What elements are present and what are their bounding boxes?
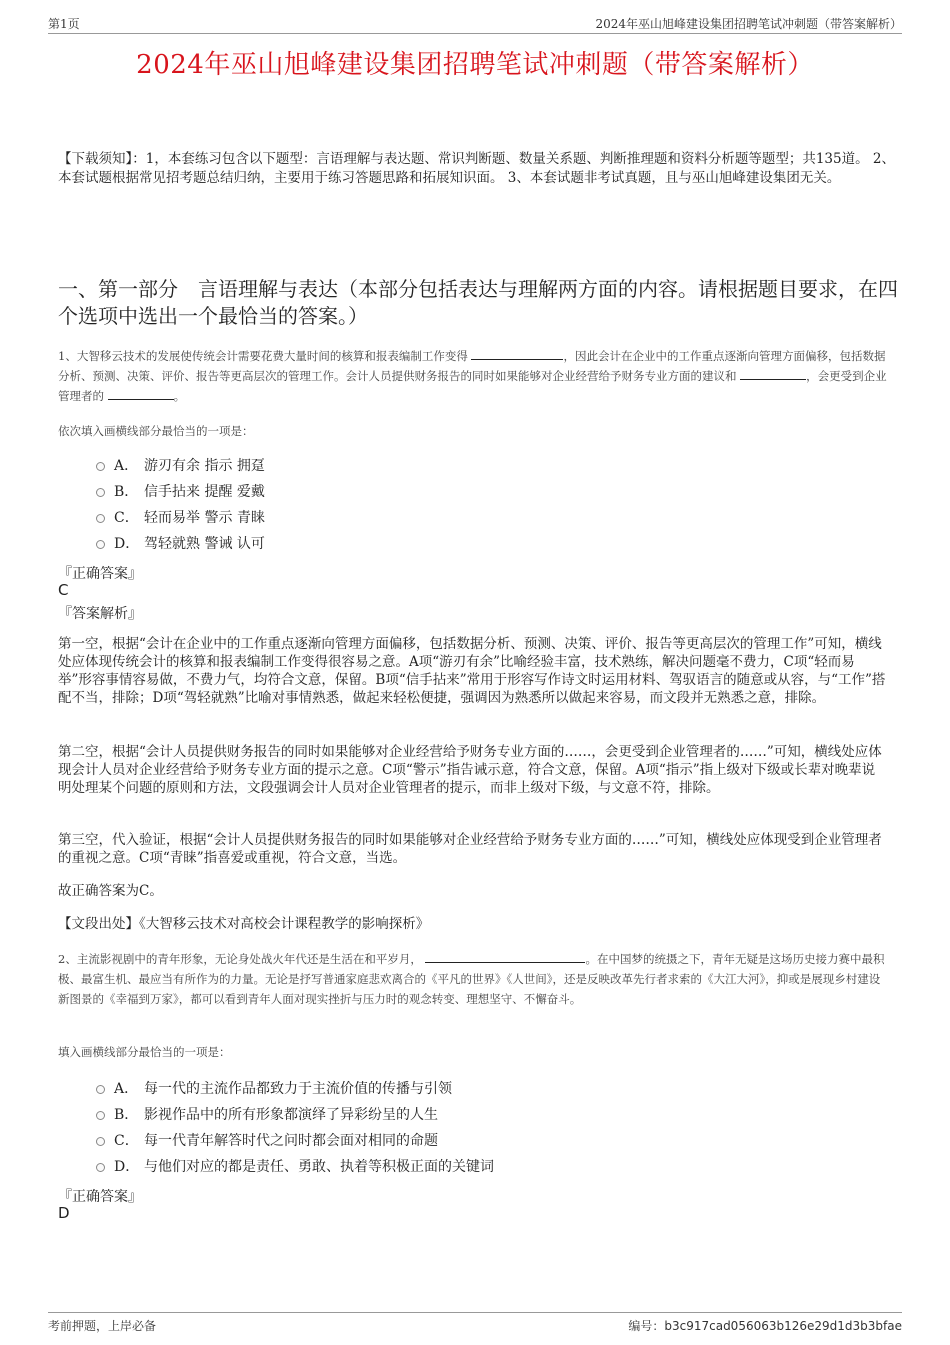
q1-text-part-4: 。 bbox=[173, 389, 186, 403]
radio-icon[interactable] bbox=[96, 488, 105, 497]
q2-answer: D bbox=[58, 1204, 70, 1222]
q2-answer-label: 『正确答案』 bbox=[58, 1189, 142, 1205]
q1-option-d[interactable]: D． 驾轻就熟 警诫 认可 bbox=[96, 531, 265, 557]
document-title: 2024年巫山旭峰建设集团招聘笔试冲刺题（带答案解析） bbox=[136, 50, 814, 80]
q1-prompt: 依次填入画横线部分最恰当的一项是： bbox=[58, 424, 254, 438]
q2-option-d[interactable]: D． 与他们对应的都是责任、勇敢、执着等积极正面的关键词 bbox=[96, 1154, 494, 1180]
q2-text-part-2: 。在中国梦的统摄之下，青年无疑是这场历史接力赛中最积极、最富生机、最应当有所作为的力量。无论是抒写普通家庭悲欢离合的《平凡的世界》《人世间》，还是反映改革先行者求索的《大江大河》，抑或是展现乡村建设新图景的《幸福到万家》，都可以看到青年人面对现实挫折与压力时的观念转变、理想坚守、不懈奋斗。 bbox=[58, 952, 885, 1006]
q1-analysis-1: 第一空，根据“会计在企业中的工作重点逐渐向管理方面偏移，包括数据分析、预测、决策、评价、报告等更高层次的管理工作”可知，横线处应体现传统会计的核算和报表编制工作变得很容易之意。A项“游刃有余”比喻经验丰富，技术熟练，解决问题毫不费力，C项“轻而易举”形容事情容易做，不费力气，均符合文意，保留。B项“信手拈来”常用于形容写作诗文时运用材料、驾驭语言的随意或从容，与“工作”搭配不当，排除；D项“驾轻就熟”比喻对事情熟悉，做起来轻松便捷，强调因为熟悉所以做起来容易，而文段并无熟悉之意，排除。 bbox=[58, 636, 886, 706]
page-footer bbox=[48, 1312, 902, 1335]
page-number: 第1页 bbox=[48, 17, 80, 31]
radio-icon[interactable] bbox=[96, 1085, 105, 1094]
q1-answer: C bbox=[58, 581, 69, 599]
q2-blank bbox=[425, 950, 585, 963]
q1-analysis-4: 故正确答案为C。 bbox=[58, 883, 163, 899]
radio-icon[interactable] bbox=[96, 1137, 105, 1146]
q2-option-a[interactable]: A． 每一代的主流作品都致力于主流价值的传播与引领 bbox=[96, 1076, 494, 1102]
header-doc-title: 2024年巫山旭峰建设集团招聘笔试冲刺题（带答案解析） bbox=[595, 17, 902, 31]
footer-slogan: 考前押题，上岸必备 bbox=[48, 1319, 157, 1333]
q1-blank-2 bbox=[740, 367, 806, 380]
q1-blank-1 bbox=[471, 347, 563, 360]
radio-icon[interactable] bbox=[96, 1163, 105, 1172]
download-notice: 【下载须知】：1，本套练习包含以下题型：言语理解与表达题、常识判断题、数量关系题、判断推理题和资料分析题等题型；共135道。 2、本套试题根据常见招考题总结归纳，主要用于练习答题思路和拓展知识面。 3、本套试题非考试真题，且与巫山旭峰建设集团无关。 bbox=[58, 151, 895, 186]
question-1-stem bbox=[58, 346, 888, 406]
q2-option-c[interactable]: C． 每一代青年解答时代之问时都会面对相同的命题 bbox=[96, 1128, 494, 1154]
q1-options bbox=[96, 453, 265, 557]
q2-options bbox=[96, 1076, 494, 1180]
footer-code: b3c917cad056063b126e29d1d3b3bfae bbox=[664, 1319, 902, 1333]
q1-blank-3 bbox=[108, 387, 174, 400]
q1-answer-label: 『正确答案』 bbox=[58, 566, 142, 582]
radio-icon[interactable] bbox=[96, 540, 105, 549]
question-2-stem bbox=[58, 949, 888, 1009]
footer-code-label: 编号： bbox=[628, 1319, 665, 1333]
q1-option-a[interactable]: A． 游刃有余 指示 拥趸 bbox=[96, 453, 265, 479]
radio-icon[interactable] bbox=[96, 514, 105, 523]
q2-prompt: 填入画横线部分最恰当的一项是： bbox=[58, 1045, 231, 1059]
q1-option-b[interactable]: B． 信手拈来 提醒 爱戴 bbox=[96, 479, 265, 505]
page-header bbox=[48, 13, 902, 34]
q1-text-part-2: ，因此会计在企业中的工作重点逐渐向管理方面偏移，包括数据分析、预测、决策、评价、报告等更高层次的管理工作。会计人员提供财务报告的同时如果能够对企业经营给予财务专业方面的建议和 bbox=[58, 349, 886, 383]
radio-icon[interactable] bbox=[96, 462, 105, 471]
q2-text-part-1: 2、主流影视剧中的青年形象，无论身处战火年代还是生活在和平岁月， bbox=[58, 952, 422, 966]
q2-option-b[interactable]: B． 影视作品中的所有形象都演绎了异彩纷呈的人生 bbox=[96, 1102, 494, 1128]
q1-analysis-label: 『答案解析』 bbox=[58, 606, 142, 622]
q1-analysis-3: 第三空，代入验证，根据“会计人员提供财务报告的同时如果能够对企业经营给予财务专业方面的……”可知，横线处应体现受到企业管理者的重视之意。C项“青睐”指喜爱或重视，符合文意，当选。 bbox=[58, 832, 882, 866]
q1-analysis-2: 第二空，根据“会计人员提供财务报告的同时如果能够对企业经营给予财务专业方面的……，会更受到企业管理者的……”可知，横线处应体现会计人员对企业经营给予财务专业方面的提示之意。C项“警示”指告诫示意，符合文意，保留。A项“指示”指上级对下级或长辈对晚辈说明处理某个问题的原则和方法，文段强调会计人员对企业管理者的提示，而非上级对下级，与文意不符，排除。 bbox=[58, 744, 882, 796]
footer-code-block bbox=[628, 1317, 902, 1334]
q1-source: 【文段出处】《大智移云技术对高校会计课程教学的影响探析》 bbox=[58, 916, 430, 932]
section-heading: 一、第一部分 言语理解与表达（本部分包括表达与理解两方面的内容。请根据题目要求，在四个选项中选出一个最恰当的答案。） bbox=[58, 277, 898, 328]
radio-icon[interactable] bbox=[96, 1111, 105, 1120]
q1-option-c[interactable]: C． 轻而易举 警示 青睐 bbox=[96, 505, 265, 531]
q1-text-part-3: ，会更受到企业管理者的 bbox=[58, 369, 887, 403]
q1-text-part-1: 1、大智移云技术的发展使传统会计需要花费大量时间的核算和报表编制工作变得 bbox=[58, 349, 468, 363]
